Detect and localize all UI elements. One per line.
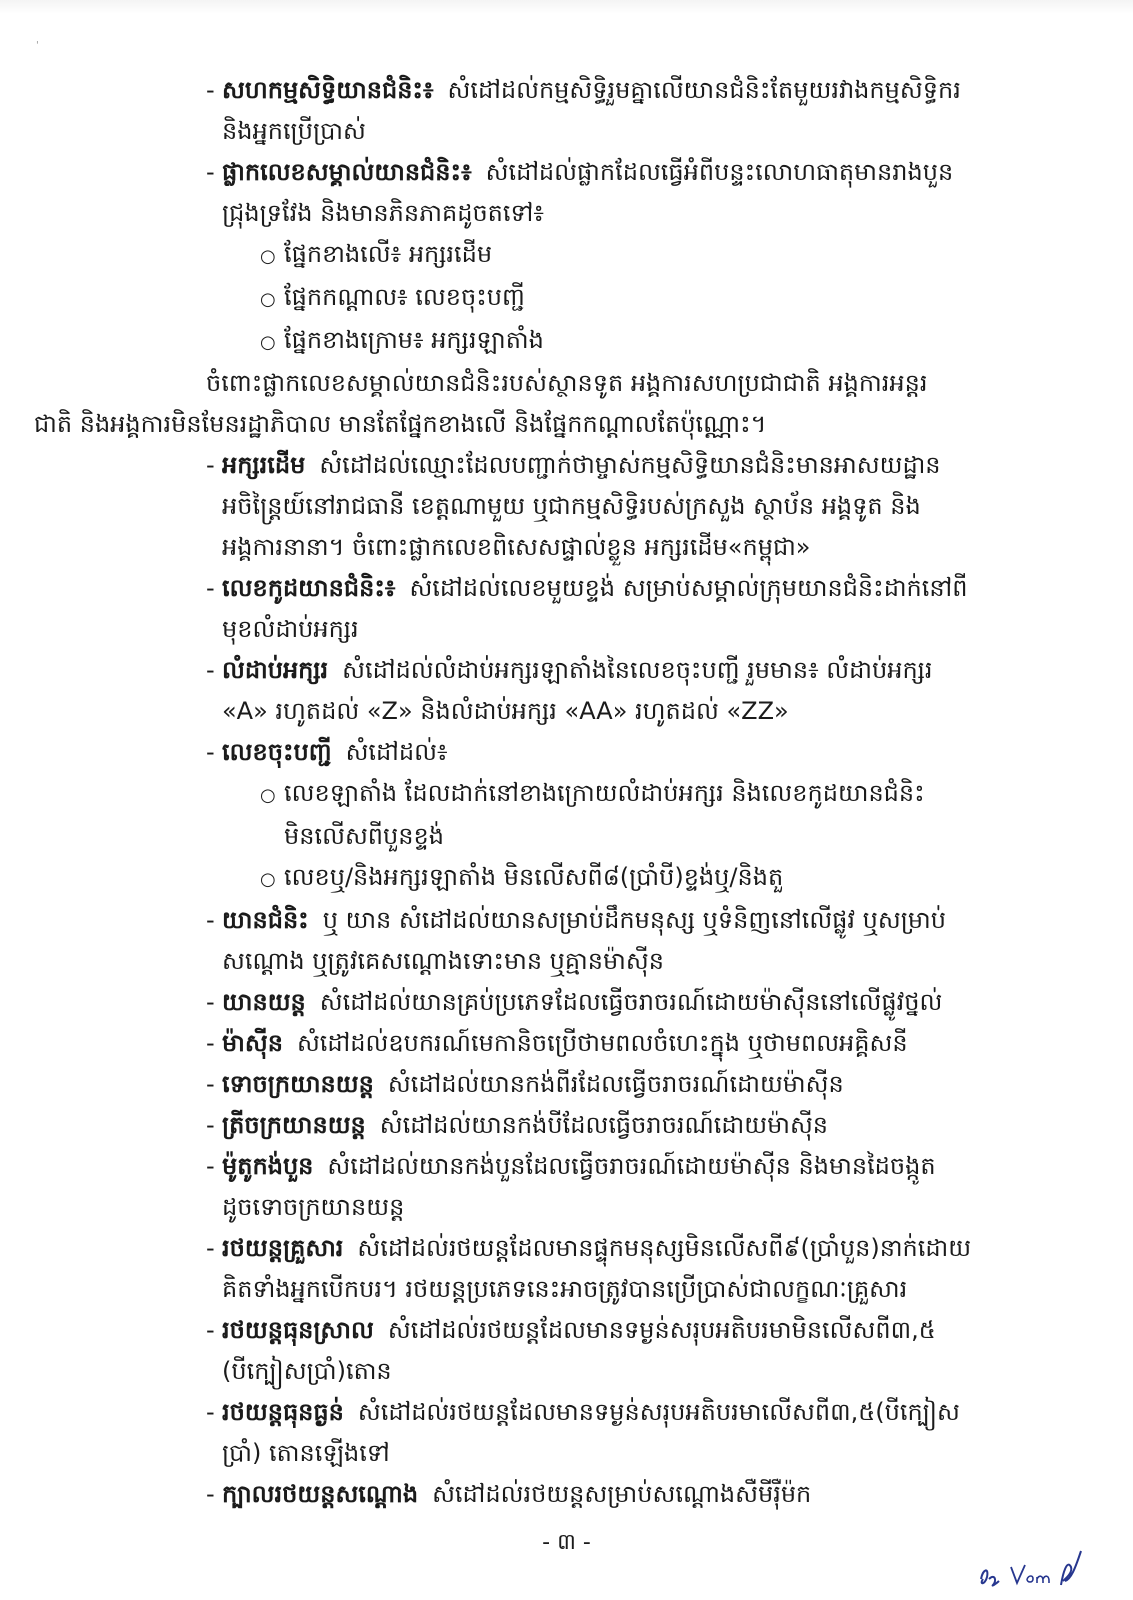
definition-entry [206, 1228, 1051, 1310]
bullet-line: លេខឬ/និងអក្សរឡាតាំង មិនលើសពី៨(ប្រាំបី)ខ្ទង់ឬ/និងតួ [284, 863, 784, 891]
paragraph-line: ចំពោះផ្លាកលេខសម្គាល់យានជំនិះរបស់ស្ថានទូត អង្គការសហប្រជាជាតិ អង្គការអន្តរ [206, 369, 928, 397]
defined-term: ត្រីចក្រយានយន្ត [222, 1111, 366, 1139]
list-dash: - [206, 574, 215, 602]
handwritten-signature [975, 1545, 1085, 1595]
list-dash: - [206, 1480, 215, 1508]
bullet-line: ផ្នែកកណ្តាល៖ លេខចុះបញ្ជី [284, 283, 525, 311]
definition-entry [206, 152, 1051, 234]
defined-term: យានជំនិះ [222, 906, 309, 934]
document-body [0, 70, 1133, 1515]
definition-line: មុខលំដាប់អក្សរ [222, 615, 359, 643]
definition-entry [206, 1310, 1051, 1392]
defined-term: ក្បាលរថយន្តសណ្តោង [222, 1480, 419, 1508]
list-dash: - [206, 1029, 215, 1057]
bullet-line: ផ្នែកខាងក្រោម៖ អក្សរឡាតាំង [284, 326, 544, 354]
list-dash: - [206, 1316, 215, 1344]
definition-line: សំដៅដល់ឈ្មោះដែលបញ្ជាក់ថាម្ចាស់កម្មសិទ្ធិយានជំនិះមានអាសយដ្ឋាន [319, 451, 941, 479]
bullet-line: មិនលើសពីបួនខ្ទង់ [284, 822, 444, 850]
list-dash: - [206, 1234, 215, 1262]
definition-line: សំដៅដល់រថយន្តដែលមានទម្ងន់សរុបអតិបរមាមិនលើសពី៣,៥ [387, 1316, 936, 1344]
defined-term: លេខចុះបញ្ជី [222, 738, 332, 766]
defined-term: ទោចក្រយានយន្ត [222, 1070, 374, 1098]
sub-bullet-item [260, 773, 1050, 857]
definition-entry [206, 982, 1051, 1023]
circle-bullet-icon: ○ [260, 785, 276, 806]
list-dash: - [206, 1398, 215, 1426]
definition-entry [206, 1105, 1051, 1146]
definition-line: សំដៅដល់ឧបករណ៍មេកានិចប្រើថាមពលចំហេះក្នុង ឬថាមពលអគ្គិសនី [296, 1029, 908, 1057]
definition-line: សណ្តោង ឬត្រូវគេសណ្តោងទោះមាន ឬគ្មានម៉ាស៊ីន [222, 947, 664, 975]
definition-entry [206, 1023, 1051, 1064]
circle-bullet-icon: ○ [260, 332, 276, 353]
defined-term: លេខកូដយានជំនិះ៖ [222, 574, 396, 602]
list-dash: - [206, 988, 215, 1016]
list-dash: - [206, 738, 215, 766]
definition-line: សំដៅដល់កម្មសិទ្ធិរួមគ្នាលើយានជំនិះតែមួយរវាងកម្មសិទ្ធិករ [447, 76, 961, 104]
definition-line: សំដៅដល់លំដាប់អក្សរឡាតាំងនៃលេខចុះបញ្ជី រួមមាន៖ លំដាប់អក្សរ [342, 656, 933, 684]
definition-line: ជ្រុងទ្រវែង និងមានភិនភាគដូចតទៅ៖ [222, 199, 544, 227]
defined-term: រថយន្តធុនស្រាល [222, 1316, 374, 1344]
defined-term: រថយន្តធុនធ្ងន់ [222, 1398, 344, 1426]
defined-term: អក្សរដើម [222, 451, 306, 479]
definition-entry [206, 650, 1051, 732]
definition-line: ឬ យាន សំដៅដល់យានសម្រាប់ដឹកមនុស្ស ឬទំនិញនៅលើផ្លូវ ឬសម្រាប់ [322, 906, 946, 934]
bullet-line: លេខឡាតាំង ដែលដាក់នៅខាងក្រោយលំដាប់អក្សរ និងលេខកូដយានជំនិះ [284, 779, 925, 807]
definition-line: អចិន្ត្រៃយ៍នៅរាជធានី ខេត្តណាមួយ ឬជាកម្មសិទ្ធិរបស់ក្រសួង ស្ថាប័ន អង្គទូត និង [222, 492, 921, 520]
definition-line: សំដៅដល់យានកង់បីដែលធ្វើចរាចរណ៍ដោយម៉ាស៊ីន [379, 1111, 829, 1139]
circle-bullet-icon: ○ [260, 869, 276, 890]
circle-bullet-icon: ○ [260, 246, 276, 267]
sub-bullet-item [260, 857, 1050, 900]
sub-bullet-item [260, 234, 1050, 277]
page-speck: ' [36, 40, 39, 51]
definition-line: សំដៅដល់៖ [345, 738, 448, 766]
sub-bullet-item [260, 320, 1050, 363]
definition-entry [206, 1392, 1051, 1474]
list-dash: - [206, 76, 215, 104]
definition-entry [206, 900, 1051, 982]
page-number: - ៣ - [542, 1530, 591, 1555]
definition-line: អង្គការនានា។ ចំពោះផ្លាកលេខពិសេសផ្ទាល់ខ្លួន អក្សរដើម«កម្ពុជា» [222, 533, 811, 561]
definition-entry [206, 568, 1051, 650]
definition-entry [206, 1064, 1051, 1105]
defined-term: ផ្លាកលេខសម្គាល់យានជំនិះ៖ [222, 158, 472, 186]
sub-bullet-item [260, 277, 1050, 320]
defined-term: លំដាប់អក្សរ [222, 656, 329, 684]
list-dash: - [206, 158, 215, 186]
defined-term: ម៉ាស៊ីន [222, 1029, 283, 1057]
definition-line: សំដៅដល់លេខមួយខ្ទង់ សម្រាប់សម្គាល់ក្រុមយានជំនិះដាក់នៅពី [409, 574, 968, 602]
definition-line: សំដៅដល់យានកង់ពីរដែលធ្វើចរាចរណ៍ដោយម៉ាស៊ីន [387, 1070, 844, 1098]
bullet-line: ផ្នែកខាងលើ៖ អក្សរដើម [284, 240, 493, 268]
definition-line: «A» រហូតដល់ «Z» និងលំដាប់អក្សរ «AA» រហូតដល់ «ZZ» [222, 697, 789, 725]
definition-entry [206, 445, 1051, 568]
definition-entry [206, 70, 1051, 152]
list-dash: - [206, 451, 215, 479]
defined-term: សហកម្មសិទ្ធិយានជំនិះ៖ [222, 76, 434, 104]
definition-line: គិតទាំងអ្នកបើកបរ។ រថយន្តប្រភេទនេះអាចត្រូវបានប្រើប្រាស់ជាលក្ខណៈគ្រួសារ [222, 1275, 908, 1303]
list-dash: - [206, 1152, 215, 1180]
definition-line: ដូចទោចក្រយានយន្ត [222, 1193, 405, 1221]
definition-line: សំដៅដល់យានកង់បួនដែលធ្វើចរាចរណ៍ដោយម៉ាស៊ីន និងមានដៃចង្កូត [327, 1152, 936, 1180]
list-dash: - [206, 656, 215, 684]
list-dash: - [206, 1111, 215, 1139]
paragraph [34, 363, 1051, 445]
circle-bullet-icon: ○ [260, 289, 276, 310]
definition-entry [206, 1146, 1051, 1228]
definition-entry [206, 732, 1051, 773]
definition-line: ប្រាំ) តោនឡើងទៅ [222, 1439, 390, 1467]
defined-term: រថយន្តគ្រួសារ [222, 1234, 344, 1262]
definition-line: និងអ្នកប្រើប្រាស់ [222, 117, 366, 145]
definition-line: (បីក្បៀសប្រាំ)តោន [222, 1357, 392, 1385]
definition-line: សំដៅដល់រថយន្តដែលមានទម្ងន់សរុបអតិបរមាលើសពី៣,៥(បីក្បៀស [357, 1398, 960, 1426]
definition-line: សំដៅដល់រថយន្តដែលមានផ្ទុកមនុស្សមិនលើសពី៩(ប្រាំបួន)នាក់ដោយ [357, 1234, 972, 1262]
paragraph-line: ជាតិ និងអង្គការមិនមែនរដ្ឋាភិបាល មានតែផ្នែកខាងលើ និងផ្នែកកណ្តាលតែប៉ុណ្ណោះ។ [34, 410, 767, 438]
definition-line: សំដៅដល់រថយន្តសម្រាប់សណ្តោងសឺមីរ៉ឺម៉ក [432, 1480, 812, 1508]
list-dash: - [206, 1070, 215, 1098]
defined-term: ម៉ូតូកង់បួន [222, 1152, 314, 1180]
definition-entry [206, 1474, 1051, 1515]
defined-term: យានយន្ត [222, 988, 306, 1016]
list-dash: - [206, 906, 215, 934]
definition-line: សំដៅដល់ផ្លាកដែលធ្វើអំពីបន្ទះលោហធាតុមានរាងបួន [485, 158, 954, 186]
definition-line: សំដៅដល់យានគ្រប់ប្រភេទដែលធ្វើចរាចរណ៍ដោយម៉ាស៊ីននៅលើផ្លូវថ្នល់ [319, 988, 943, 1016]
